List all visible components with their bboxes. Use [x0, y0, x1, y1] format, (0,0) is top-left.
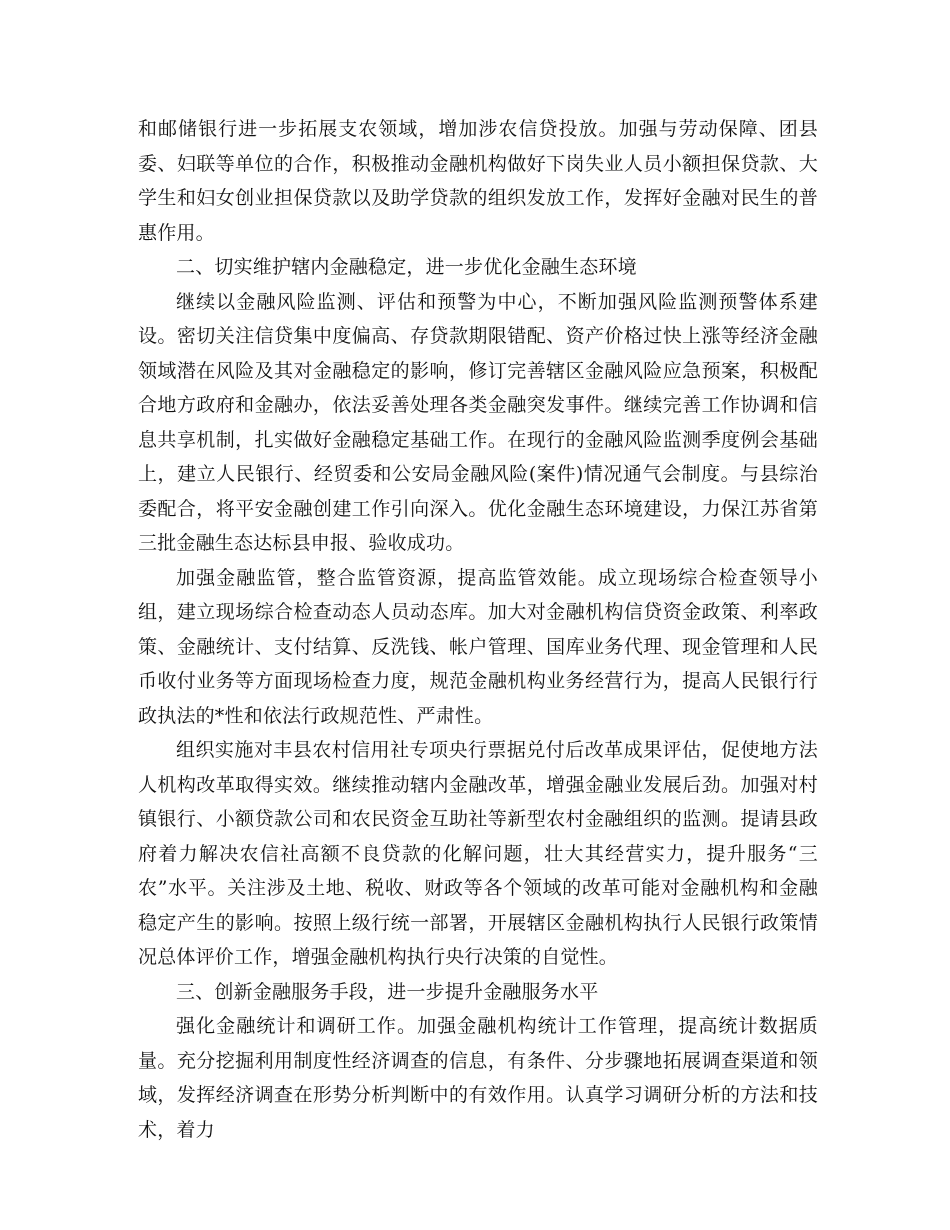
paragraph-continuation: 和邮储银行进一步拓展支农领域，增加涉农信贷投放。加强与劳动保障、团县委、妇联等单位的合作，积极推动金融机构做好下岗失业人员小额担保贷款、大学生和妇女创业担保贷款以及助学贷款的组织发放工作，发挥好金融对民生的普惠作用。: [138, 118, 818, 244]
paragraph-financial-stability: 继续以金融风险监测、评估和预警为中心，不断加强风险监测预警体系建设。密切关注信贷集中度偏高、存贷款期限错配、资产价格过快上涨等经济金融领域潜在风险及其对金融稳定的影响，修订完善辖区金融风险应急预案，积极配合地方政府和金融办，依法妥善处理各类金融突发事件。继续完善工作协调和信息共享机制，扎实做好金融稳定基础工作。在现行的金融风险监测季度例会基础上，建立人民银行、经贸委和公安局金融风险(案件)情况通气会制度。与县综治委配合，将平安金融创建工作引向深入。优化金融生态环境建设，力保江苏省第三批金融生态达标县申报、验收成功。: [138, 290, 818, 554]
section-heading-3: 三、创新金融服务手段，进一步提升金融服务水平: [176, 980, 599, 1003]
paragraph-financial-supervision: 加强金融监管，整合监管资源，提高监管效能。成立现场综合检查领导小组，建立现场综合检查动态人员动态库。加大对金融机构信贷资金政策、利率政策、金融统计、支付结算、反洗钱、帐户管理、国库业务代理、现金管理和人民币收付业务等方面现场检查力度，规范金融机构业务经营行为，提高人民银行行政执法的*性和依法行政规范性、严肃性。: [138, 566, 818, 727]
section-heading-2: 二、切实维护辖内金融稳定，进一步优化金融生态环境: [176, 256, 637, 278]
paragraph-reform-assessment: 组织实施对丰县农村信用社专项央行票据兑付后改革成果评估，促使地方法人机构改革取得实效。继续推动辖内金融改革，增强金融业发展后劲。加强对村镇银行、小额贷款公司和农民资金互助社等新型农村金融组织的监测。提请县政府着力解决农信社高额不良贷款的化解问题，壮大其经营实力，提升服务“三农”水平。关注涉及土地、税收、财政等各个领域的改革可能对金融机构和金融稳定产生的影响。按照上级行统一部署，开展辖区金融机构执行人民银行政策情况总体评价工作，增强金融机构执行央行决策的自觉性。: [138, 739, 818, 968]
paragraph-statistics-research: 强化金融统计和调研工作。加强金融机构统计工作管理，提高统计数据质量。充分挖掘利用制度性经济调查的信息，有条件、分步骤地拓展调查渠道和领域，发挥经济调查在形势分析判断中的有效作用。认真学习调研分析的方法和技术，着力: [138, 1015, 818, 1141]
document-page: [138, 112, 818, 1147]
